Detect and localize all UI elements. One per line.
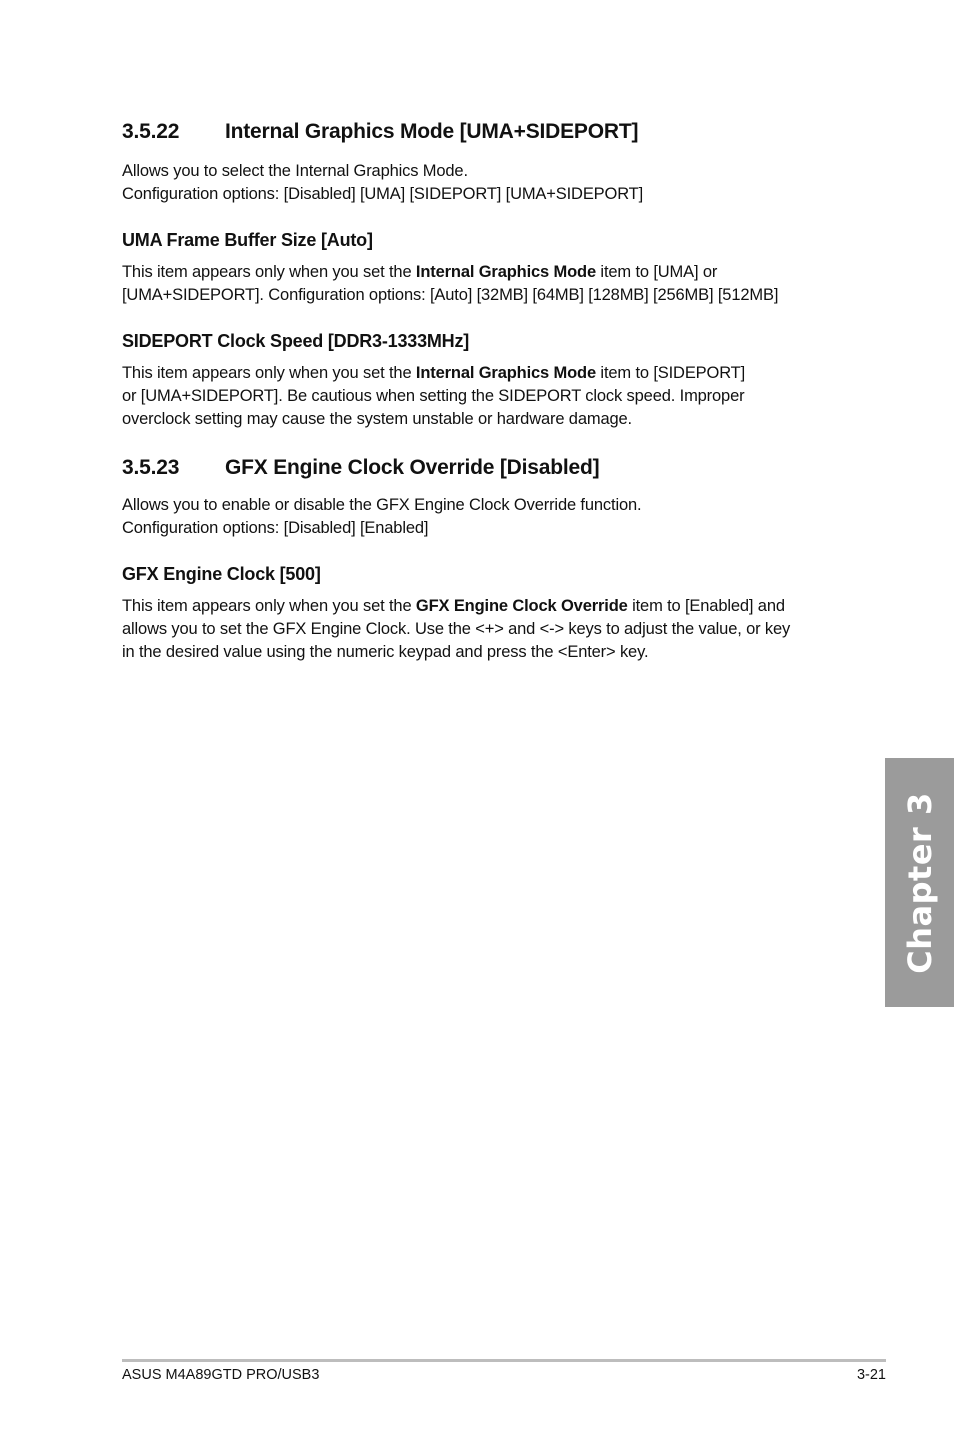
section-heading-3-5-22 <box>122 118 852 146</box>
section-number: 3.5.23 <box>122 456 180 479</box>
paragraph-line <box>122 595 852 618</box>
text-span: item to [Enabled] and <box>627 597 785 615</box>
section-desc-line: Allows you to enable or disable the GFX Engine Clock Override function. <box>122 496 642 514</box>
text-span: This item appears only when you set the <box>122 263 416 281</box>
subheading-sideport-clock: SIDEPORT Clock Speed [DDR3-1333MHz] <box>122 331 470 351</box>
paragraph-line: or [UMA+SIDEPORT]. Be cautious when setting the SIDEPORT clock speed. Improper <box>122 387 745 405</box>
paragraph-line: in the desired value using the numeric keypad and press the <Enter> key. <box>122 643 649 661</box>
section-heading-3-5-23 <box>122 454 852 482</box>
subheading-uma-frame-buffer: UMA Frame Buffer Size [Auto] <box>122 230 373 250</box>
section-config-line: Configuration options: [Disabled] [Enabled] <box>122 519 429 537</box>
section-title: Internal Graphics Mode [UMA+SIDEPORT] <box>225 120 639 143</box>
text-span: This item appears only when you set the <box>122 597 416 615</box>
footer-product-name: ASUS M4A89GTD PRO/USB3 <box>122 1367 320 1383</box>
paragraph-line <box>122 362 852 385</box>
text-span: item to [UMA] or <box>596 263 718 281</box>
section-title: GFX Engine Clock Override [Disabled] <box>225 456 600 479</box>
page-content <box>122 118 852 664</box>
paragraph-line: overclock setting may cause the system unstable or hardware damage. <box>122 410 632 428</box>
bold-term: Internal Graphics Mode <box>415 263 596 281</box>
paragraph-line: [UMA+SIDEPORT]. Configuration options: [Auto] [32MB] [64MB] [128MB] [256MB] [512MB] <box>122 286 779 304</box>
paragraph-line: allows you to set the GFX Engine Clock. Use the <+> and <-> keys to adjust the value, or key <box>122 620 791 638</box>
text-span: This item appears only when you set the <box>122 364 416 382</box>
text-span: item to [SIDEPORT] <box>596 364 746 382</box>
section-config-line: Configuration options: [Disabled] [UMA] [SIDEPORT] [UMA+SIDEPORT] <box>122 185 644 203</box>
section-number: 3.5.22 <box>122 120 180 143</box>
chapter-tab <box>885 758 954 1007</box>
footer-divider <box>122 1359 886 1362</box>
bold-term: GFX Engine Clock Override <box>415 597 628 615</box>
subheading-gfx-engine-clock: GFX Engine Clock [500] <box>122 564 321 584</box>
chapter-tab-label: Chapter 3 <box>900 791 939 974</box>
bold-term: Internal Graphics Mode <box>415 364 596 382</box>
section-desc-line: Allows you to select the Internal Graphics Mode. <box>122 162 468 180</box>
paragraph-line <box>122 261 852 284</box>
footer-page-number: 3-21 <box>856 1367 886 1383</box>
